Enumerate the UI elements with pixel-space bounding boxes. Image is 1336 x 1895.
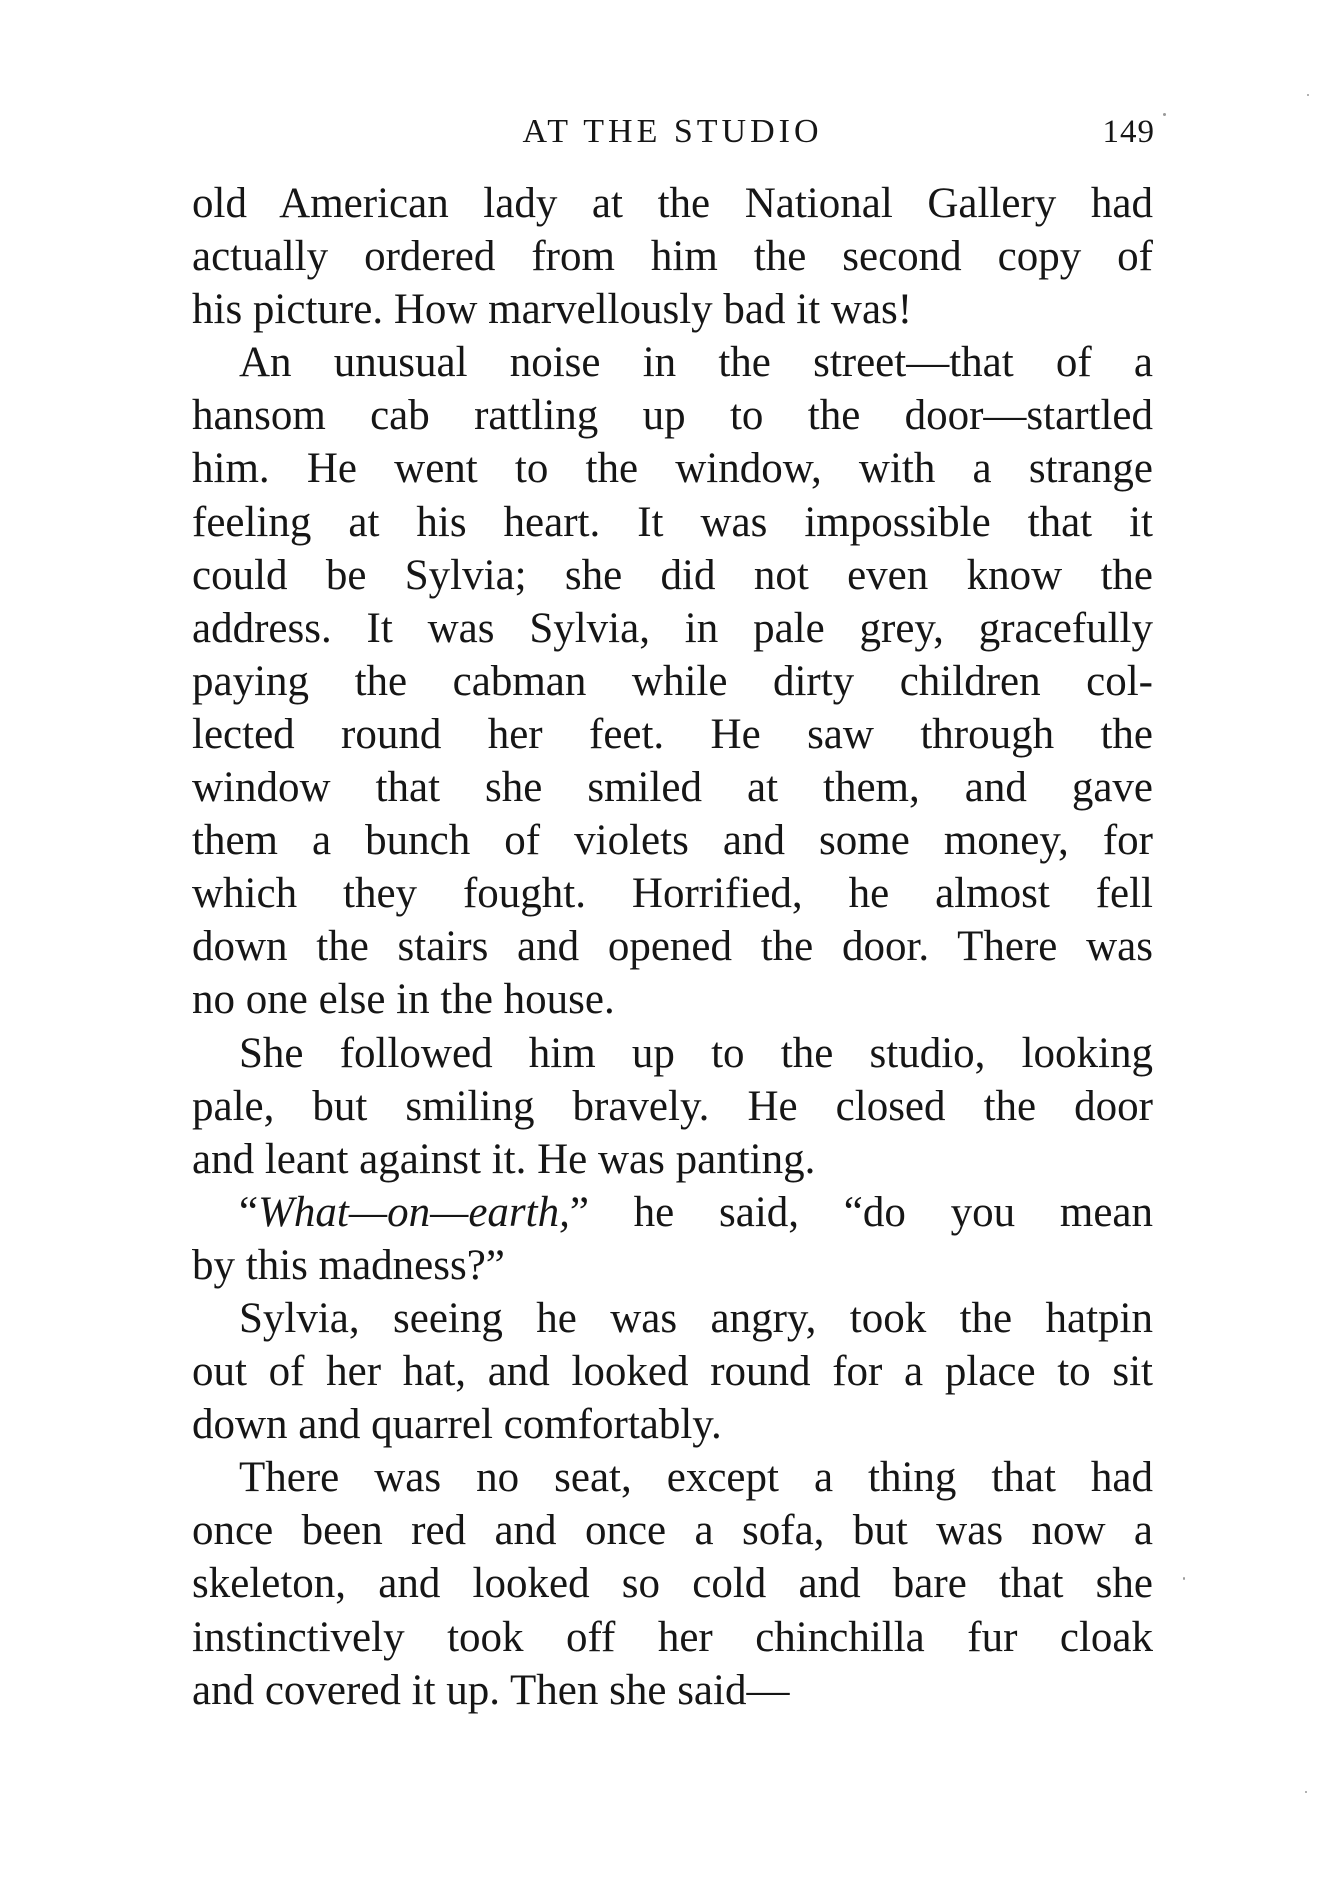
text-line: window that she smiled at them, and gave xyxy=(192,764,1153,812)
text-line: which they fought. Horrified, he almost fell xyxy=(192,870,1153,918)
text-line: actually ordered from him the second copy of xyxy=(192,233,1153,281)
text-line: could be Sylvia; she did not even know the xyxy=(192,551,1153,599)
text-line: She followed him up to the studio, looking xyxy=(239,1029,1153,1077)
text-line: hansom cab rattling up to the door—startled xyxy=(192,392,1153,440)
text-line: There was no seat, except a thing that had xyxy=(239,1454,1153,1502)
text-line: no one else in the house. xyxy=(192,976,615,1024)
text-line: them a bunch of violets and some money, for xyxy=(192,817,1153,865)
paper-speck xyxy=(1307,94,1309,96)
text-line: him. He went to the window, with a strange xyxy=(192,445,1153,493)
paper-speck xyxy=(1305,1791,1307,1793)
text-line: by this madness?” xyxy=(192,1241,505,1289)
text-line: his picture. How marvellously bad it was! xyxy=(192,286,913,334)
text-line: old American lady at the National Gallery had xyxy=(192,180,1153,227)
text-line: instinctively took off her chinchilla fur cloak xyxy=(192,1613,1153,1661)
dialogue-line xyxy=(192,1186,1153,1239)
body-text xyxy=(192,177,1153,1717)
text-line: out of her hat, and looked round for a place to sit xyxy=(192,1348,1153,1396)
page-number: 149 xyxy=(1102,114,1155,150)
text-line: down and quarrel comfortably. xyxy=(192,1401,722,1449)
text-line: lected round her feet. He saw through the xyxy=(192,710,1153,758)
text-line: once been red and once a sofa, but was now a xyxy=(192,1507,1153,1555)
text-line: and leant against it. He was panting. xyxy=(192,1135,816,1183)
dialogue-rest: ” he said, “do you mean xyxy=(569,1188,1153,1236)
chapter-title: AT THE STUDIO xyxy=(522,113,823,150)
text-line: paying the cabman while dirty children col- xyxy=(192,657,1153,705)
running-head xyxy=(190,110,1155,154)
text-line: An unusual noise in the street—that of a xyxy=(239,339,1153,387)
text-line: down the stairs and opened the door. There was xyxy=(192,923,1153,971)
text-line: Sylvia, seeing he was angry, took the hatpin xyxy=(239,1294,1153,1342)
paper-speck xyxy=(1183,1577,1185,1580)
text-line: skeleton, and looked so cold and bare that she xyxy=(192,1560,1153,1608)
text-line: and covered it up. Then she said— xyxy=(192,1666,790,1714)
paper-speck xyxy=(1163,113,1166,116)
open-quote: “ xyxy=(239,1188,259,1236)
italic-phrase: What—on—earth, xyxy=(258,1188,570,1236)
text-line: address. It was Sylvia, in pale grey, gracefully xyxy=(192,604,1153,652)
text-line: pale, but smiling bravely. He closed the door xyxy=(192,1082,1153,1130)
text-line: feeling at his heart. It was impossible that it xyxy=(192,498,1153,546)
